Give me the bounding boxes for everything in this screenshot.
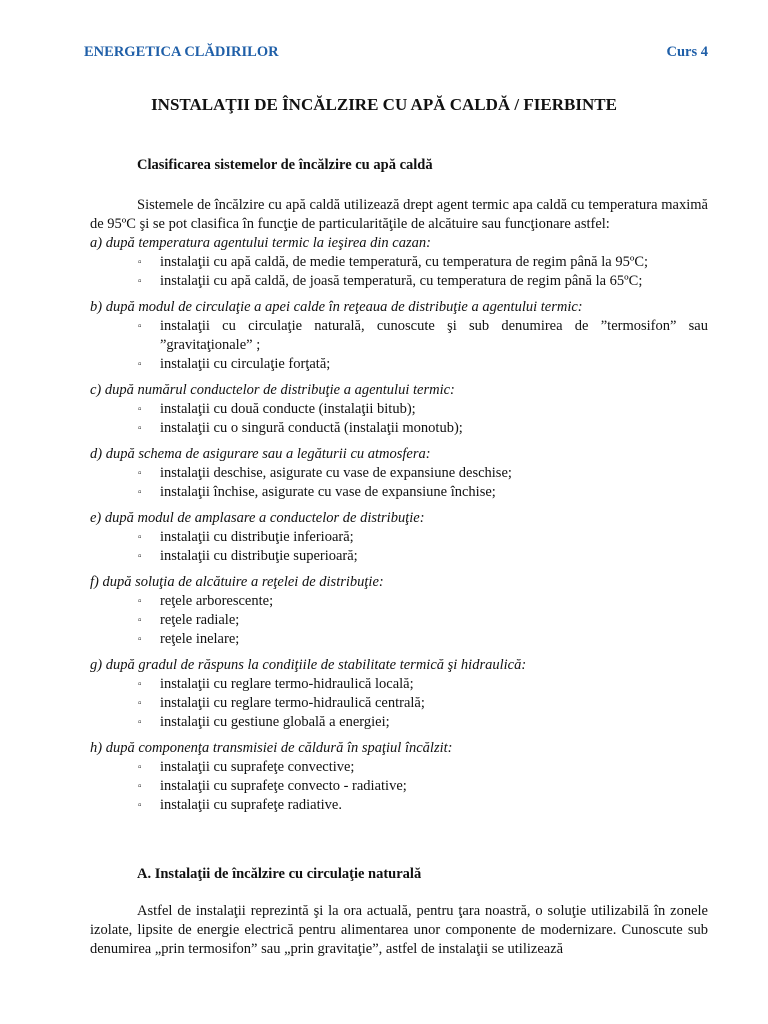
bullet-icon: ▫: [138, 679, 142, 690]
bullet-icon: ▫: [138, 800, 142, 811]
classification-content: [90, 196, 708, 815]
list-item: ▫ instalaţii cu o singură conductă (instalaţii monotub);: [138, 420, 463, 436]
list-item: ▫ reţele inelare;: [138, 631, 240, 647]
bullet-icon: ▫: [138, 321, 142, 332]
category-label: a) după temperatura agentului termic la ieşirea din cazan:: [90, 235, 431, 251]
list-item: ▫ reţele arborescente;: [138, 593, 274, 609]
page-title: INSTALAŢII DE ÎNCĂLZIRE CU APĂ CALDĂ / FIERBINTE: [151, 95, 617, 114]
category-list: [90, 400, 708, 438]
list-item: ▫ instalaţii cu apă caldă, de medie temperatură, cu temperatura de regim până la 95ºC;: [138, 254, 649, 270]
category-label: f) după soluţia de alcătuire a reţelei de distribuţie:: [90, 574, 384, 590]
bullet-icon: ▫: [138, 487, 142, 498]
category-list: [90, 675, 708, 732]
section-a-paragraph: Astfel de instalaţii reprezintă şi la ora actuală, pentru ţara noastră, o soluţie utilizabilă în zonele izolate, lipsite de energie electrică pentru alimentarea unor componente de modernizare. Cunoscute sub denumirea „prin termosifon” sau „prin gravitaţie”, astfel de instalaţii se utilizează: [90, 903, 708, 957]
category-label: e) după modul de amplasare a conductelor de distribuţie:: [90, 510, 425, 526]
list-item: ▫ instalaţii cu distribuţie inferioară;: [138, 529, 354, 545]
bullet-icon: ▫: [138, 762, 142, 773]
category-list: [90, 317, 708, 374]
bullet-icon: ▫: [138, 717, 142, 728]
bullet-icon: ▫: [138, 257, 142, 268]
category-list: [90, 464, 708, 502]
category-list: [90, 758, 708, 815]
bullet-icon: ▫: [138, 698, 142, 709]
category-label: d) după schema de asigurare sau a legăturii cu atmosfera:: [90, 446, 431, 462]
intro-paragraph: Sistemele de încălzire cu apă caldă utilizează drept agent termic apa caldă cu temperatura maximă de 95ºC şi se pot clasifica în funcţie de particularităţile de alcătuire sau funcţionare astfel:: [90, 197, 708, 232]
bullet-icon: ▫: [138, 634, 142, 645]
bullet-icon: ▫: [138, 423, 142, 434]
section-subtitle: Clasificarea sistemelor de încălzire cu apă caldă: [137, 157, 433, 173]
course-number: Curs 4: [666, 44, 708, 60]
list-item: ▫ instalaţii cu suprafeţe convecto - radiative;: [138, 778, 407, 794]
category-label: c) după numărul conductelor de distribuţie a agentului termic:: [90, 382, 455, 398]
bullet-icon: ▫: [138, 596, 142, 607]
list-item: ▫ instalaţii cu reglare termo-hidraulică locală;: [138, 676, 414, 692]
bullet-icon: ▫: [138, 615, 142, 626]
list-item: ▫ instalaţii cu suprafeţe radiative.: [138, 797, 342, 813]
bullet-icon: ▫: [138, 532, 142, 543]
bullet-icon: ▫: [138, 276, 142, 287]
list-item: ▫ instalaţii cu două conducte (instalaţii bitub);: [138, 401, 416, 417]
list-item: ▫ instalaţii cu gestiune globală a energiei;: [138, 714, 390, 730]
category-label: g) după gradul de răspuns la condiţiile de stabilitate termică şi hidraulică:: [90, 657, 527, 673]
list-item: ▫ instalaţii cu distribuţie superioară;: [138, 548, 358, 564]
category-list: [90, 253, 708, 291]
list-item: ▫ instalaţii închise, asigurate cu vase de expansiune închise;: [138, 484, 496, 500]
category-list: [90, 592, 708, 649]
bullet-icon: ▫: [138, 551, 142, 562]
bullet-icon: ▫: [138, 359, 142, 370]
bullet-icon: ▫: [138, 404, 142, 415]
list-item: ▫ instalaţii cu reglare termo-hidraulică centrală;: [138, 695, 425, 711]
bullet-icon: ▫: [138, 468, 142, 479]
section-a-heading: A. Instalaţii de încălzire cu circulaţie naturală: [137, 866, 422, 882]
list-item: ▫ instalaţii cu apă caldă, de joasă temperatură, cu temperatura de regim până la 65ºC;: [138, 273, 643, 289]
bullet-icon: ▫: [138, 781, 142, 792]
course-title: ENERGETICA CLĂDIRILOR: [84, 44, 279, 60]
category-label: h) după componenţa transmisiei de căldură în spaţiul încălzit:: [90, 740, 453, 756]
list-item: ▫ instalaţii cu circulaţie forţată;: [138, 356, 331, 372]
list-item: ▫ instalaţii cu suprafeţe convective;: [138, 759, 355, 775]
list-item: ▫ reţele radiale;: [138, 612, 240, 628]
list-item: ▫ instalaţii deschise, asigurate cu vase de expansiune deschise;: [138, 465, 512, 481]
category-label: b) după modul de circulaţie a apei calde în reţeaua de distribuţie a agentului termic:: [90, 299, 583, 315]
list-item: ▫ instalaţii cu circulaţie naturală, cunoscute şi sub denumirea de ”termosifon” sau ”gravitaţionale” ;: [138, 318, 708, 353]
category-list: [90, 528, 708, 566]
